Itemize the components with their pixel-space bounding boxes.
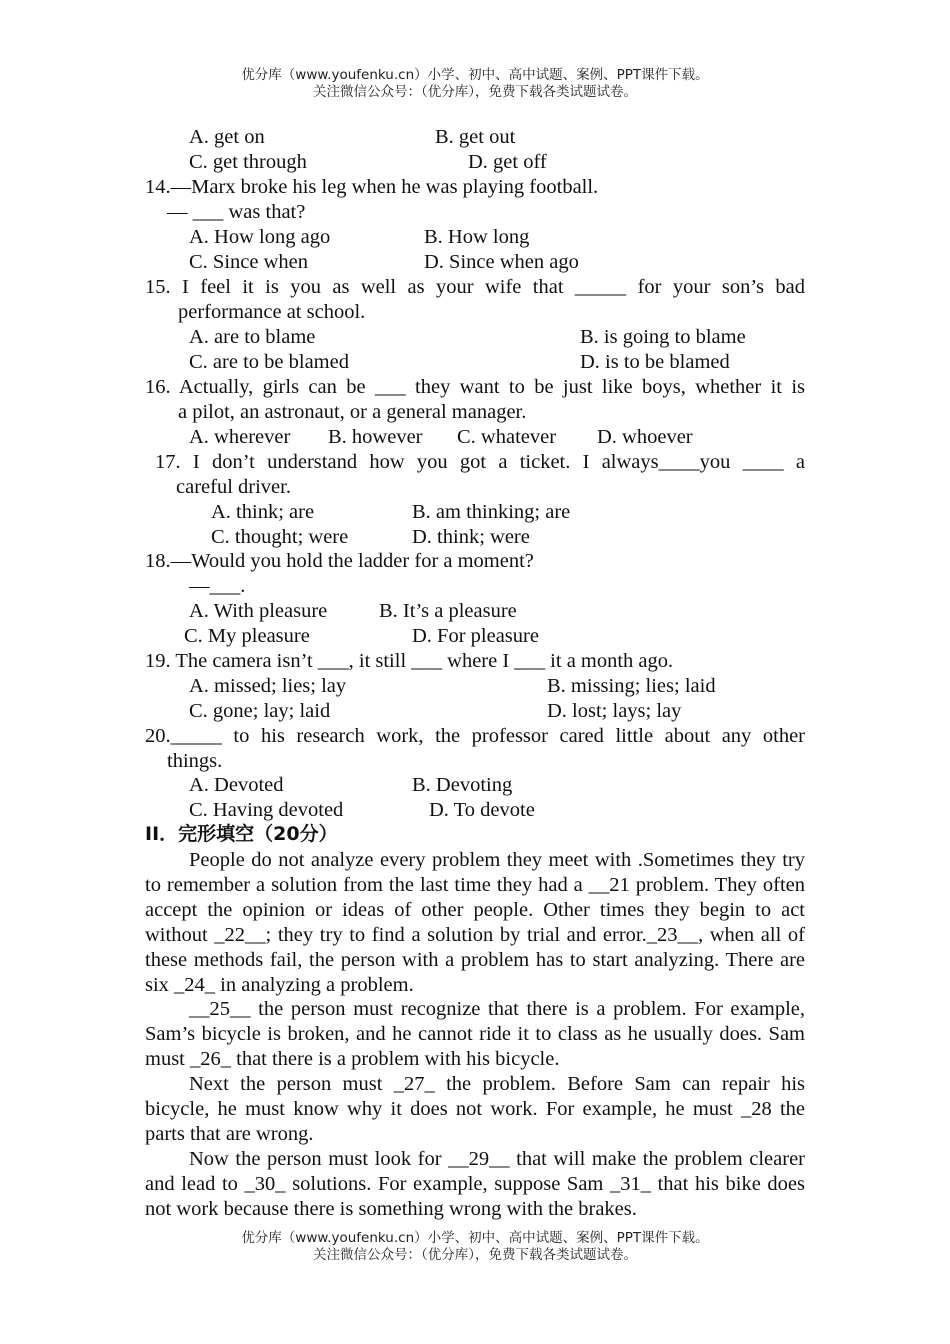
q16-stem-line1: 16. Actually, girls can be ___ they want to be just like boys, whether it is	[145, 376, 805, 398]
q19-option-c: C. gone; lay; laid	[189, 700, 331, 722]
cloze-paragraph-3: Next the person must _27_ the problem. Before Sam can repair his bicycle, he must know why it does not work. For example, he must _28 the parts that are wrong.	[145, 1073, 805, 1145]
q13-option-b: B. get out	[435, 126, 516, 148]
footer-line-1: 优分库（www.youfenku.cn）小学、初中、高中试题、案例、PPT课件下载。	[241, 1230, 709, 1246]
q16-option-a: A. wherever	[189, 426, 291, 448]
q18-reply: —___.	[189, 575, 246, 597]
page-header	[0, 67, 950, 101]
q13-option-a: A. get on	[189, 126, 265, 148]
q18-stem: 18.—Would you hold the ladder for a moment?	[145, 550, 534, 572]
q19-option-a: A. missed; lies; lay	[189, 675, 347, 697]
q17-stem-line1: 17. I don’t understand how you got a ticket. I always____you ____ a	[155, 451, 805, 473]
page-footer	[0, 1230, 950, 1264]
q13-option-c: C. get through	[189, 151, 307, 173]
q17-option-d: D. think; were	[412, 526, 530, 548]
q16-option-d: D. whoever	[597, 426, 693, 448]
q18-option-b: B. It’s a pleasure	[379, 600, 517, 622]
q16-stem-line2: a pilot, an astronaut, or a general manager.	[178, 401, 527, 423]
q14-stem: 14.—Marx broke his leg when he was playing football.	[145, 176, 599, 198]
q16-option-c: C. whatever	[457, 426, 557, 448]
q17-option-c: C. thought; were	[211, 526, 349, 548]
q15-option-b: B. is going to blame	[580, 326, 746, 348]
q13-option-d: D. get off	[468, 151, 547, 173]
q20-option-d: D. To devote	[429, 799, 535, 821]
q19-option-b: B. missing; lies; laid	[547, 675, 716, 697]
cloze-paragraph-1: People do not analyze every problem they meet with .Sometimes they try to remember a solution from the last time they had a __21 problem. They often accept the opinion or ideas of other people. Other times they begin to act without _22__; they try to find a solution by trial and error._23__, when all of these methods fail, the person with a problem has to start analyzing. There are six _24_ in analyzing a problem.	[145, 849, 805, 996]
q14-reply: — ___ was that?	[167, 201, 306, 223]
q15-stem-line2: performance at school.	[178, 301, 366, 323]
section-2-title: II．完形填空（20分）	[145, 823, 338, 845]
q18-option-c: C. My pleasure	[184, 625, 310, 647]
q18-option-d: D. For pleasure	[412, 625, 539, 647]
q20-stem-line1: 20._____ to his research work, the professor cared little about any other	[145, 725, 805, 747]
q18-option-a: A. With pleasure	[189, 600, 328, 622]
q20-option-c: C. Having devoted	[189, 799, 344, 821]
q16-option-b: B. however	[328, 426, 423, 448]
header-line-2: 关注微信公众号：（优分库），免费下载各类试题试卷。	[313, 84, 637, 100]
q15-option-c: C. are to be blamed	[189, 351, 349, 373]
q15-stem-line1: 15. I feel it is you as well as your wife that _____ for your son’s bad	[145, 276, 805, 298]
cloze-paragraph-4: Now the person must look for __29__ that will make the problem clearer and lead to _30_ solutions. For example, suppose Sam _31_ that his bike does not work because there is something wrong with the brakes.	[145, 1148, 805, 1220]
q19-stem: 19. The camera isn’t ___, it still ___ where I ___ it a month ago.	[145, 650, 674, 672]
footer-line-2: 关注微信公众号：（优分库），免费下载各类试题试卷。	[313, 1247, 637, 1263]
q17-option-b: B. am thinking; are	[412, 501, 571, 523]
q17-stem-line2: careful driver.	[176, 476, 291, 498]
q20-option-b: B. Devoting	[412, 774, 513, 796]
q14-option-c: C. Since when	[189, 251, 308, 273]
q14-option-b: B. How long	[424, 226, 530, 248]
q20-option-a: A. Devoted	[189, 774, 284, 796]
cloze-paragraph-2: __25__ the person must recognize that there is a problem. For example, Sam’s bicycle is broken, and he cannot ride it to class as he usually does. Sam must _26_ that there is a problem with his bicycle.	[145, 998, 805, 1070]
q14-option-a: A. How long ago	[189, 226, 331, 248]
q19-option-d: D. lost; lays; lay	[547, 700, 682, 722]
q15-option-a: A. are to blame	[189, 326, 316, 348]
q20-stem-line2: things.	[167, 750, 223, 772]
q15-option-d: D. is to be blamed	[580, 351, 730, 373]
header-line-1: 优分库（www.youfenku.cn）小学、初中、高中试题、案例、PPT课件下载。	[241, 67, 709, 83]
q17-option-a: A. think; are	[211, 501, 315, 523]
q14-option-d: D. Since when ago	[424, 251, 579, 273]
